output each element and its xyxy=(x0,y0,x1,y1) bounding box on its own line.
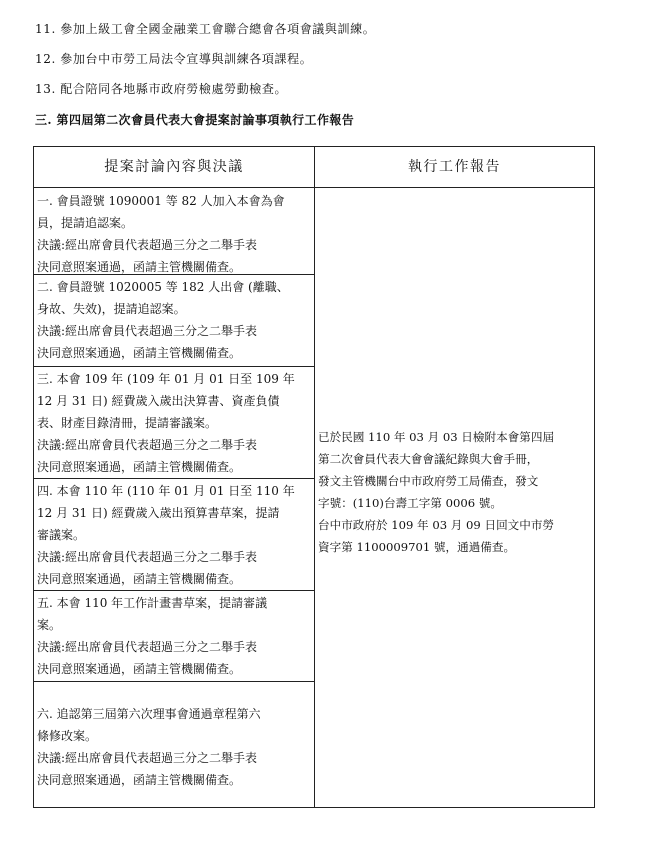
proposal-2 xyxy=(37,276,312,364)
header-proposal: 提案討論內容與決議 xyxy=(104,159,244,175)
proposal-line: 身故、失效)，提請追認案。 xyxy=(37,302,186,316)
resolution-line: 決同意照案通過，函請主管機關備查。 xyxy=(37,572,242,586)
report-line: 第二次會員代表大會會議紀錄與大會手冊， xyxy=(318,452,539,466)
list-item-12: 12. 參加台中市勞工局法令宣導與訓練各項課程。 xyxy=(35,52,313,66)
proposal-line: 二. 會員證號 1020005 等 182 人出會 (離職、 xyxy=(37,280,289,294)
header-report: 執行工作報告 xyxy=(408,159,501,175)
report-line: 字號：(110)台壽工字第 0006 號。 xyxy=(318,496,502,510)
resolution-line: 決同意照案通過，函請主管機關備查。 xyxy=(37,346,242,360)
resolution-line: 決議:經出席會員代表超過三分之二舉手表 xyxy=(37,550,258,564)
row-divider xyxy=(34,366,314,367)
proposal-line: 三. 本會 109 年 (109 年 01 月 01 日至 109 年 xyxy=(37,372,295,386)
report-line: 發文主管機關台中市政府勞工局備查，發文 xyxy=(318,474,539,488)
column-divider xyxy=(314,147,315,807)
proposal-line: 四. 本會 110 年 (110 年 01 月 01 日至 110 年 xyxy=(37,484,295,498)
list-item-13: 13. 配合陪同各地縣市政府勞檢處勞動檢查。 xyxy=(35,82,288,96)
report-line: 台中市政府於 109 年 03 月 09 日回文中市勞 xyxy=(318,518,555,532)
report-line: 已於民國 110 年 03 月 03 日檢附本會第四屆 xyxy=(318,430,555,444)
resolution-line: 決同意照案通過，函請主管機關備查。 xyxy=(37,773,242,787)
proposal-line: 六. 追認第三屆第六次理事會通過章程第六 xyxy=(37,707,261,721)
proposal-line: 五. 本會 110 年工作計畫書草案，提請審議 xyxy=(37,596,268,610)
resolution-line: 決同意照案通過，函請主管機關備查。 xyxy=(37,460,242,474)
resolution-line: 決議:經出席會員代表超過三分之二舉手表 xyxy=(37,238,258,252)
resolution-line: 決議:經出席會員代表超過三分之二舉手表 xyxy=(37,751,258,765)
proposal-line: 條修改案。 xyxy=(37,729,98,743)
report-line: 資字第 1100009701 號，通過備查。 xyxy=(318,540,516,554)
row-divider xyxy=(34,590,314,591)
proposal-table xyxy=(33,146,595,808)
proposal-1 xyxy=(37,190,312,278)
proposal-line: 12 月 31 日) 經費歲入歲出預算書草案，提請 xyxy=(37,506,280,520)
row-divider xyxy=(34,681,314,682)
row-divider xyxy=(34,478,314,479)
resolution-line: 決同意照案通過，函請主管機關備查。 xyxy=(37,662,242,676)
resolution-line: 決議:經出席會員代表超過三分之二舉手表 xyxy=(37,438,258,452)
proposal-3 xyxy=(37,368,312,478)
resolution-line: 決議:經出席會員代表超過三分之二舉手表 xyxy=(37,640,258,654)
execution-report xyxy=(318,426,594,558)
proposal-line: 案。 xyxy=(37,618,62,632)
proposal-line: 12 月 31 日) 經費歲入歲出決算書、資產負債 xyxy=(37,394,280,408)
resolution-line: 決同意照案通過，函請主管機關備查。 xyxy=(37,260,242,274)
proposal-line: 員，提請追認案。 xyxy=(37,216,134,230)
proposal-line: 表、財產目錄清冊，提請審議案。 xyxy=(37,416,218,430)
proposal-6 xyxy=(37,703,312,791)
list-item-11: 11. 參加上級工會全國金融業工會聯合總會各項會議與訓練。 xyxy=(35,22,376,36)
proposal-line: 一. 會員證號 1090001 等 82 人加入本會為會 xyxy=(37,194,285,208)
section-title: 三. 第四屆第二次會員代表大會提案討論事項執行工作報告 xyxy=(35,113,355,127)
proposal-4 xyxy=(37,480,312,590)
proposal-5 xyxy=(37,592,312,680)
row-divider xyxy=(34,187,594,188)
resolution-line: 決議:經出席會員代表超過三分之二舉手表 xyxy=(37,324,258,338)
proposal-line: 審議案。 xyxy=(37,528,86,542)
